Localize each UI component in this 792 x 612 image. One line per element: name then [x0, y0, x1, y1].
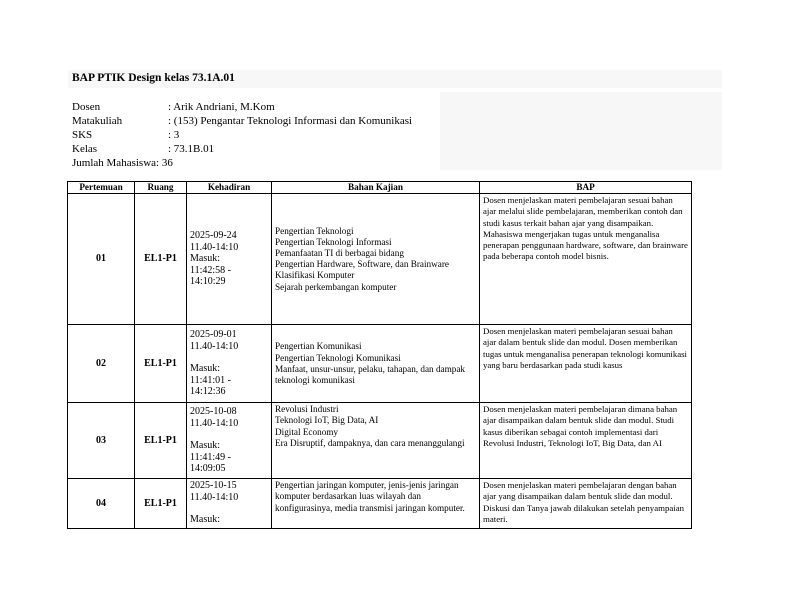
attendance-in: 11:41:49 -: [190, 451, 232, 463]
kehadiran-cell: [187, 403, 272, 479]
attendance-status: Masuk:: [190, 253, 220, 265]
attendance-date: 2025-09-24: [190, 230, 237, 242]
table-row: [68, 479, 692, 529]
attendance-date: 2025-09-01: [190, 329, 237, 341]
attendance-time: 11.40-14:10: [190, 491, 239, 503]
header-bap: BAP: [480, 182, 692, 194]
attendance-status: Masuk:: [190, 514, 220, 526]
ruang-cell: EL1-P1: [135, 194, 187, 325]
attendance-time: 11.40-14:10: [190, 417, 239, 429]
attendance-status: Masuk:: [190, 363, 220, 375]
attendance-date: 2025-10-08: [190, 406, 237, 418]
info-value: : 36: [156, 157, 173, 169]
table-row: [68, 325, 692, 403]
spacer: [190, 429, 268, 440]
bahan-item: Digital Economy: [275, 426, 339, 437]
attendance-out: 14:12:36: [190, 386, 226, 398]
attendance-out: 14:10:29: [190, 276, 226, 288]
info-row-kelas: [72, 142, 412, 156]
attendance-time: 11.40-14:10: [190, 340, 239, 352]
kehadiran-cell: [187, 479, 272, 529]
bahan-item: Pengertian Komunikasi: [275, 341, 362, 352]
header-kehadiran: Kehadiran: [187, 182, 272, 194]
bap-table: [67, 181, 692, 529]
info-label: SKS: [72, 129, 93, 141]
bap-cell: Dosen menjelaskan materi pembelajaran sesuai bahan ajar dalam bentuk slide dan modul. Dosen memberikan tugas untuk menganalisa penerapan teknologi komunikasi yang baru berdasarkan pada studi kasus: [480, 325, 692, 403]
page-title: BAP PTIK Design kelas 73.1A.01: [72, 72, 235, 84]
bap-cell: Dosen menjelaskan materi pembelajaran dimana bahan ajar disampaikan dalam bentuk slide dan modul. Studi kasus diberikan sebagai contoh implementasi dari Revolusi Industri, Teknologi IoT, Big Data, dan AI: [480, 403, 692, 479]
bahan-item: Pengertian Teknologi: [275, 225, 354, 236]
spacer: [190, 503, 268, 514]
info-row-dosen: [72, 100, 412, 114]
header-ruang: Ruang: [135, 182, 187, 194]
info-row-matakuliah: [72, 114, 412, 128]
pertemuan-cell: 01: [68, 194, 135, 325]
attendance-status: Masuk:: [190, 440, 220, 452]
attendance-date: 2025-10-15: [190, 480, 237, 492]
info-label: Dosen: [72, 101, 101, 113]
table-row: [68, 194, 692, 325]
attendance-in: 11:42:58 -: [190, 264, 232, 276]
course-info: [72, 100, 412, 170]
table-header-row: [68, 182, 692, 194]
info-label: Kelas: [72, 143, 98, 155]
bahan-item: Pengertian Hardware, Software, dan Brainware: [275, 259, 449, 270]
kehadiran-cell: [187, 325, 272, 403]
attendance-out: 14:09:05: [190, 463, 226, 475]
bahan-item: Klasifikasi Komputer: [275, 270, 355, 281]
header-shade: [440, 92, 722, 170]
spacer: [190, 352, 268, 363]
bahan-item: Pengertian Teknologi Informasi: [275, 236, 392, 247]
bap-cell: Dosen menjelaskan materi pembelajaran dengan bahan ajar yang disampaikan dalam bentuk slide dan modul. Diskusi dan Tanya jawab dilakukan setelah penyampaian materi.: [480, 479, 692, 529]
bahan-kajian-cell: [272, 479, 480, 529]
header-pertemuan: Pertemuan: [68, 182, 135, 194]
bahan-kajian-cell: [272, 194, 480, 325]
bahan-item: Teknologi IoT, Big Data, AI: [275, 415, 379, 426]
pertemuan-cell: 02: [68, 325, 135, 403]
ruang-cell: EL1-P1: [135, 325, 187, 403]
table-row: [68, 403, 692, 479]
info-value: : 3: [168, 129, 180, 141]
kehadiran-cell: [187, 194, 272, 325]
bahan-item: Pengertian Teknologi Komunikasi: [275, 352, 401, 363]
bahan-item: Manfaat, unsur-unsur, pelaku, tahapan, dan dampak teknologi komunikasi: [275, 363, 466, 385]
bahan-item: Pengertian jaringan komputer, jenis-jenis jaringan komputer berdasarkan luas wilayah dan konfigurasinya, media transmisi jaringan komputer.: [275, 480, 465, 513]
ruang-cell: EL1-P1: [135, 403, 187, 479]
info-value: : Arik Andriani, M.Kom: [168, 101, 275, 113]
info-value: : 73.1B.01: [168, 143, 215, 155]
bap-cell: Dosen menjelaskan materi pembelajaran sesuai bahan ajar melalui slide pembelajaran, memberikan contoh dan studi kasus terkait bahan ajar yang disampaikan. Mahasiswa mengerjakan tugas untuk menganalisa penerapan penggunaan hardware, software, dan brainware pada beberapa contoh model bisnis.: [480, 194, 692, 325]
info-label: Matakuliah: [72, 115, 123, 127]
attendance-in: 11:41:01 -: [190, 374, 232, 386]
bahan-item: Revolusi Industri: [275, 404, 339, 415]
bahan-item: Sejarah perkembangan komputer: [275, 281, 397, 292]
bahan-item: Pemanfaatan TI di berbagai bidang: [275, 248, 404, 258]
bahan-kajian-cell: [272, 325, 480, 403]
header-bahan-kajian: Bahan Kajian: [272, 182, 480, 194]
info-row-jumlah-mahasiswa: [72, 156, 412, 170]
pertemuan-cell: 03: [68, 403, 135, 479]
ruang-cell: EL1-P1: [135, 479, 187, 529]
info-value: : (153) Pengantar Teknologi Informasi dan Komunikasi: [168, 115, 413, 127]
bahan-item: Era Disruptif, dampaknya, dan cara menanggulangi: [275, 437, 465, 448]
bahan-kajian-cell: [272, 403, 480, 479]
attendance-time: 11.40-14:10: [190, 241, 239, 253]
pertemuan-cell: 04: [68, 479, 135, 529]
info-row-sks: [72, 128, 412, 142]
info-label: Jumlah Mahasiswa: [72, 157, 157, 169]
